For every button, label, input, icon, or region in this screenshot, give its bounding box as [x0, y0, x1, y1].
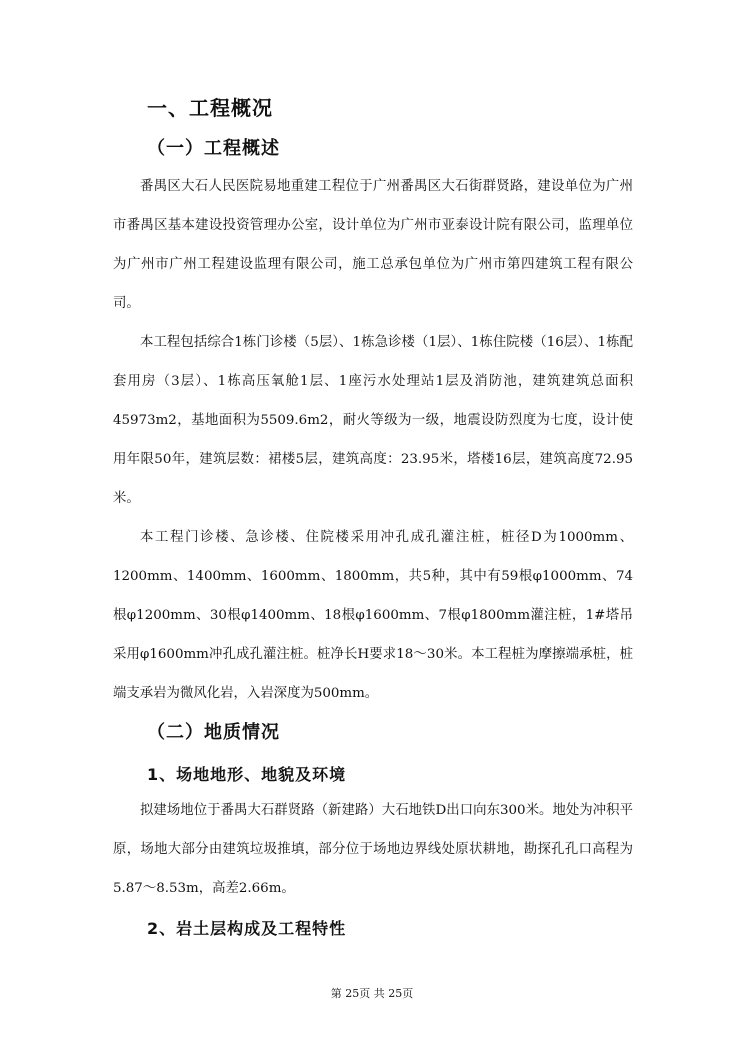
section-heading: 一、工程概况	[147, 96, 273, 120]
subsection-heading-overview: （一）工程概述	[147, 138, 280, 159]
subsection-heading-geology: （二）地质情况	[147, 722, 280, 743]
item-heading-site-terrain: 1、场地地形、地貌及环境	[147, 765, 347, 784]
paragraph-pile-foundation: 本工程门诊楼、急诊楼、住院楼采用冲孔成孔灌注桩，桩径D为1000mm、1200mm、1400mm、1600mm、1800mm，共5种，其中有59根φ1000mm、74根φ1200mm、30根φ1400mm、18根φ1600mm、7根φ1800mm灌注桩，1#塔吊采用φ1600mm冲孔成孔灌注桩。桩净长H要求18～30米。本工程桩为摩擦端承桩，桩端支承岩为微风化岩，入岩深度为500mm。	[113, 530, 633, 701]
paragraph-site-terrain: 拟建场地位于番禺大石群贤路（新建路）大石地铁D出口向东300米。地处为冲积平原，场地大部分由建筑垃圾推填，部分位于场地边界线处原状耕地，勘探孔孔口高程为5.87～8.53m，高差2.66m。	[113, 803, 633, 896]
paragraph-project-overview: 番禺区大石人民医院易地重建工程位于广州番禺区大石街群贤路，建设单位为广州市番禺区基本建设投资管理办公室，设计单位为广州市亚泰设计院有限公司，监理单位为广州市广州工程建设监理有限公司，施工总承包单位为广州市第四建筑工程有限公司。	[113, 179, 633, 311]
item-heading-soil-layers: 2、岩土层构成及工程特性	[147, 919, 347, 938]
page-footer: 第 25页 共 25页	[330, 987, 414, 1000]
paragraph-building-scope: 本工程包括综合1栋门诊楼（5层）、1栋急诊楼（1层）、1栋住院楼（16层）、1栋配套用房（3层）、1栋高压氧舱1层、1座污水处理站1层及消防池，建筑建筑总面积45973m2，基地面积为5509.6m2，耐火等级为一级，地震设防烈度为七度，设计使用年限50年，建筑层数：裙楼5层，建筑高度：23.95米，塔楼16层，建筑高度72.95米。	[113, 335, 633, 506]
